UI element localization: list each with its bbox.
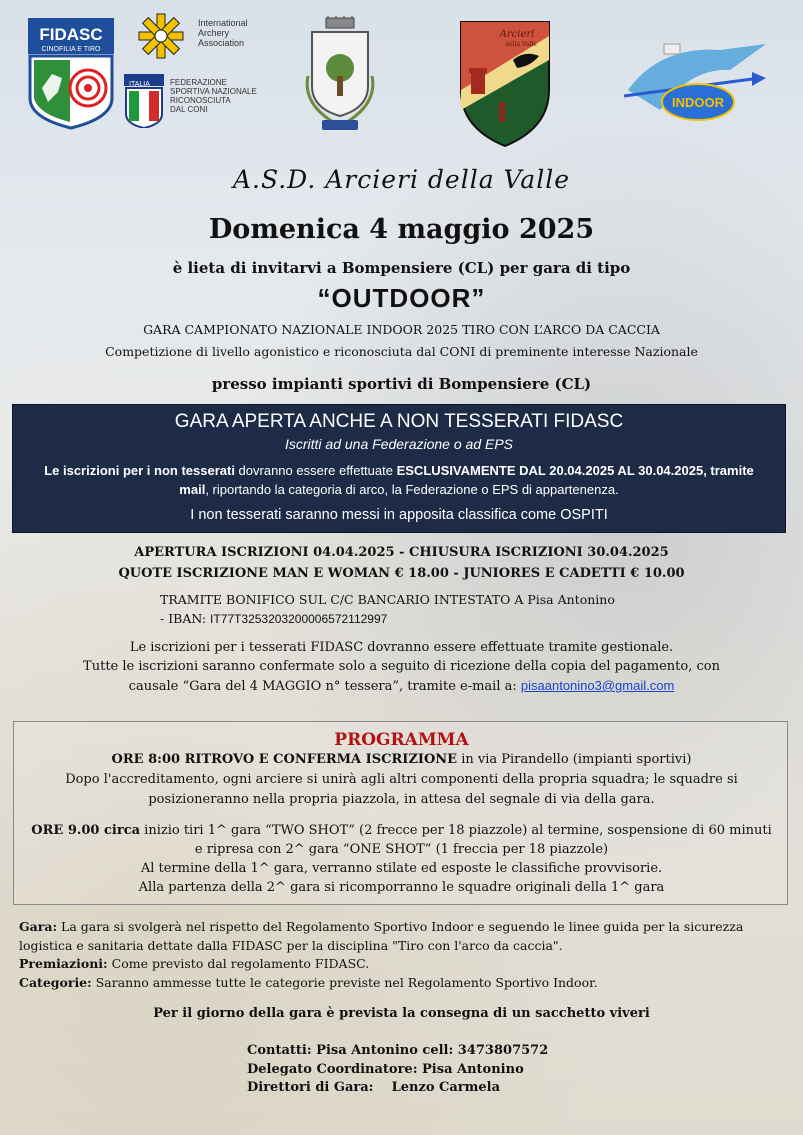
- programma-title: PROGRAMMA: [334, 730, 469, 750]
- municipal-crest: [300, 16, 380, 134]
- rules-section: [19, 918, 794, 992]
- fidasc-registration-line: Le iscrizioni per i tesserati FIDASC dovranno essere effettuate tramite gestionale.: [129, 640, 674, 655]
- open-box-p-d: , riportando la categoria di arco, la Federazione o EPS di appartenenza.: [205, 482, 619, 497]
- programma-time-1: ORE 8:00 RITROVO E CONFERMA ISCRIZIONE: [111, 752, 458, 767]
- iaa-line: Archery: [198, 28, 230, 38]
- programma-line-4-rest: inizio tiri 1^ gara “TWO SHOT” (2 frecce per 18 piazzole) al termine, sospensione di 60 minuti: [140, 823, 772, 838]
- programma-line-5: e ripresa con 2^ gara “ONE SHOT” (1 freccia per 18 piazzole): [194, 842, 609, 857]
- open-box-heading: GARA APERTA ANCHE A NON TESSERATI FIDASC: [174, 411, 624, 432]
- rules-prem-label: Premiazioni:: [19, 956, 108, 971]
- venue-line: presso impianti sportivi di Bompensiere (CL): [211, 375, 592, 393]
- federazione-line: DAL CONI: [170, 105, 208, 114]
- federazione-line: RICONOSCIUTA: [170, 96, 231, 105]
- federazione-line: FEDERAZIONE: [170, 78, 227, 87]
- contacts-delegato: Delegato Coordinatore: Pisa Antonino: [247, 1061, 524, 1077]
- registration-dates: APERTURA ISCRIZIONI 04.04.2025 - CHIUSURA ISCRIZIONI 30.04.2025: [134, 545, 669, 560]
- open-box-paragraph: [43, 461, 755, 499]
- iaa-line: Association: [198, 38, 245, 48]
- programma-line-2: Dopo l'accreditamento, ogni arciere si unirà agli altri componenti della propria squadra; le squadre si: [65, 772, 738, 787]
- rules-gara-2: logistica e sanitaria dettate dalla FIDASC per la disciplina "Tiro con l'arco da caccia".: [19, 937, 563, 953]
- bank-transfer-info: [160, 590, 680, 629]
- club-title: A.S.D. Arcieri della Valle: [232, 165, 570, 194]
- rules-gara-label: Gara:: [19, 919, 58, 934]
- indoor-badge-text: INDOOR: [672, 95, 724, 110]
- open-box-p-b: dovranno essere effettuate: [234, 463, 397, 478]
- italia-label: ITALIA: [129, 81, 150, 88]
- iaa-snowflake-logo: [136, 12, 186, 60]
- confirmation-line: Tutte le iscrizioni saranno confermate solo a seguito di ricezione della copia del pagamento, con: [83, 659, 720, 674]
- indoor-badge-logo: [620, 40, 770, 130]
- iaa-text: [198, 18, 248, 48]
- competition-line: Competizione di livello agonistico e riconosciuta dal CONI di preminente interesse Nazionale: [105, 344, 698, 359]
- crest-name: Arcieri: [499, 29, 535, 40]
- rules-premiazioni: [19, 955, 794, 974]
- event-type: “OUTDOOR”: [317, 283, 486, 313]
- rules-gara-text: La gara si svolgerà nel rispetto del Regolamento Sportivo Indoor e seguendo le linee guida per la sicurezza: [57, 919, 744, 934]
- open-box-p-a: Le iscrizioni per i non tesserati: [44, 463, 235, 478]
- rules-gara: [19, 918, 794, 937]
- arcieri-della-valle-crest: [459, 20, 551, 148]
- rules-categorie: [19, 974, 794, 993]
- open-box-guests: I non tesserati saranno messi in apposita classifica come OSPITI: [190, 507, 608, 523]
- open-box-subheading: Iscritti ad una Federazione o ad EPS: [284, 436, 514, 452]
- direttori-label: Direttori di Gara:: [247, 1080, 374, 1095]
- programma-line-1: [0, 752, 803, 767]
- federazione-text: [170, 78, 257, 114]
- contacts-direttori: [247, 1079, 548, 1098]
- programma-line-7: Alla partenza della 2^ gara si ricomporranno le squadre originali della 1^ gara: [138, 880, 665, 895]
- registration-fees: QUOTE ISCRIZIONE MAN E WOMAN € 18.00 - JUNIORES E CADETTI € 10.00: [118, 566, 685, 581]
- causale-text: causale “Gara del 4 MAGGIO n° tessera”, tramite e-mail a:: [128, 679, 517, 694]
- iban-line: [160, 609, 680, 629]
- causale-line: [0, 678, 803, 694]
- programma-line-1-rest: in via Pirandello (impianti sportivi): [457, 752, 692, 767]
- rules-cat-label: Categorie:: [19, 974, 92, 990]
- fidasc-logo: [28, 18, 114, 130]
- championship-line: GARA CAMPIONATO NAZIONALE INDOOR 2025 TIRO CON L’ARCO DA CACCIA: [143, 322, 660, 337]
- contacts-block: [247, 1042, 548, 1098]
- iaa-line: International: [198, 18, 248, 28]
- email-link[interactable]: pisaantonino3@gmail.com: [520, 678, 675, 693]
- fidasc-logo-sub: CINOFILIA E TIRO: [41, 46, 101, 53]
- rules-cat-text: Saranno ammesse tutte le categorie previste nel Regolamento Sportivo Indoor.: [91, 974, 598, 990]
- iban-value: IT77T3253203200006572112997: [210, 612, 388, 626]
- direttori-name: Lenzo Carmela: [391, 1080, 501, 1095]
- programma-line-3: posizioneranno nella propria piazzola, in attesa del segnale di via della gara.: [148, 792, 655, 807]
- contacts-phone: Contatti: Pisa Antonino cell: 3473807572: [247, 1043, 549, 1058]
- open-competition-box: [12, 404, 786, 533]
- event-date: Domenica 4 maggio 2025: [208, 214, 595, 245]
- federazione-line: SPORTIVA NAZIONALE: [170, 87, 257, 96]
- crest-sub: della Valle: [505, 41, 537, 48]
- iban-label: - IBAN:: [160, 611, 207, 626]
- programma-time-2: ORE 9.00 circa: [31, 823, 141, 838]
- invite-line: è lieta di invitarvi a Bompensiere (CL) per gara di tipo: [172, 259, 631, 277]
- programma-line-4: [0, 823, 803, 838]
- fidasc-logo-name: FIDASC: [39, 25, 103, 44]
- programma-line-6: Al termine della 1^ gara, verranno stilate ed esposte le classifiche provvisorie.: [140, 861, 663, 876]
- food-bag-notice: Per il giorno della gara è prevista la consegna di un sacchetto viveri: [153, 1006, 650, 1021]
- rules-prem-text: Come previsto dal regolamento FIDASC.: [107, 956, 370, 971]
- bank-transfer-line: TRAMITE BONIFICO SUL C/C BANCARIO INTESTATO A Pisa Antonino: [160, 592, 615, 607]
- open-box-p-c: ESCLUSIVAMENTE DAL 20.04.2025 AL 30.04.2025, tramite mail: [179, 463, 754, 497]
